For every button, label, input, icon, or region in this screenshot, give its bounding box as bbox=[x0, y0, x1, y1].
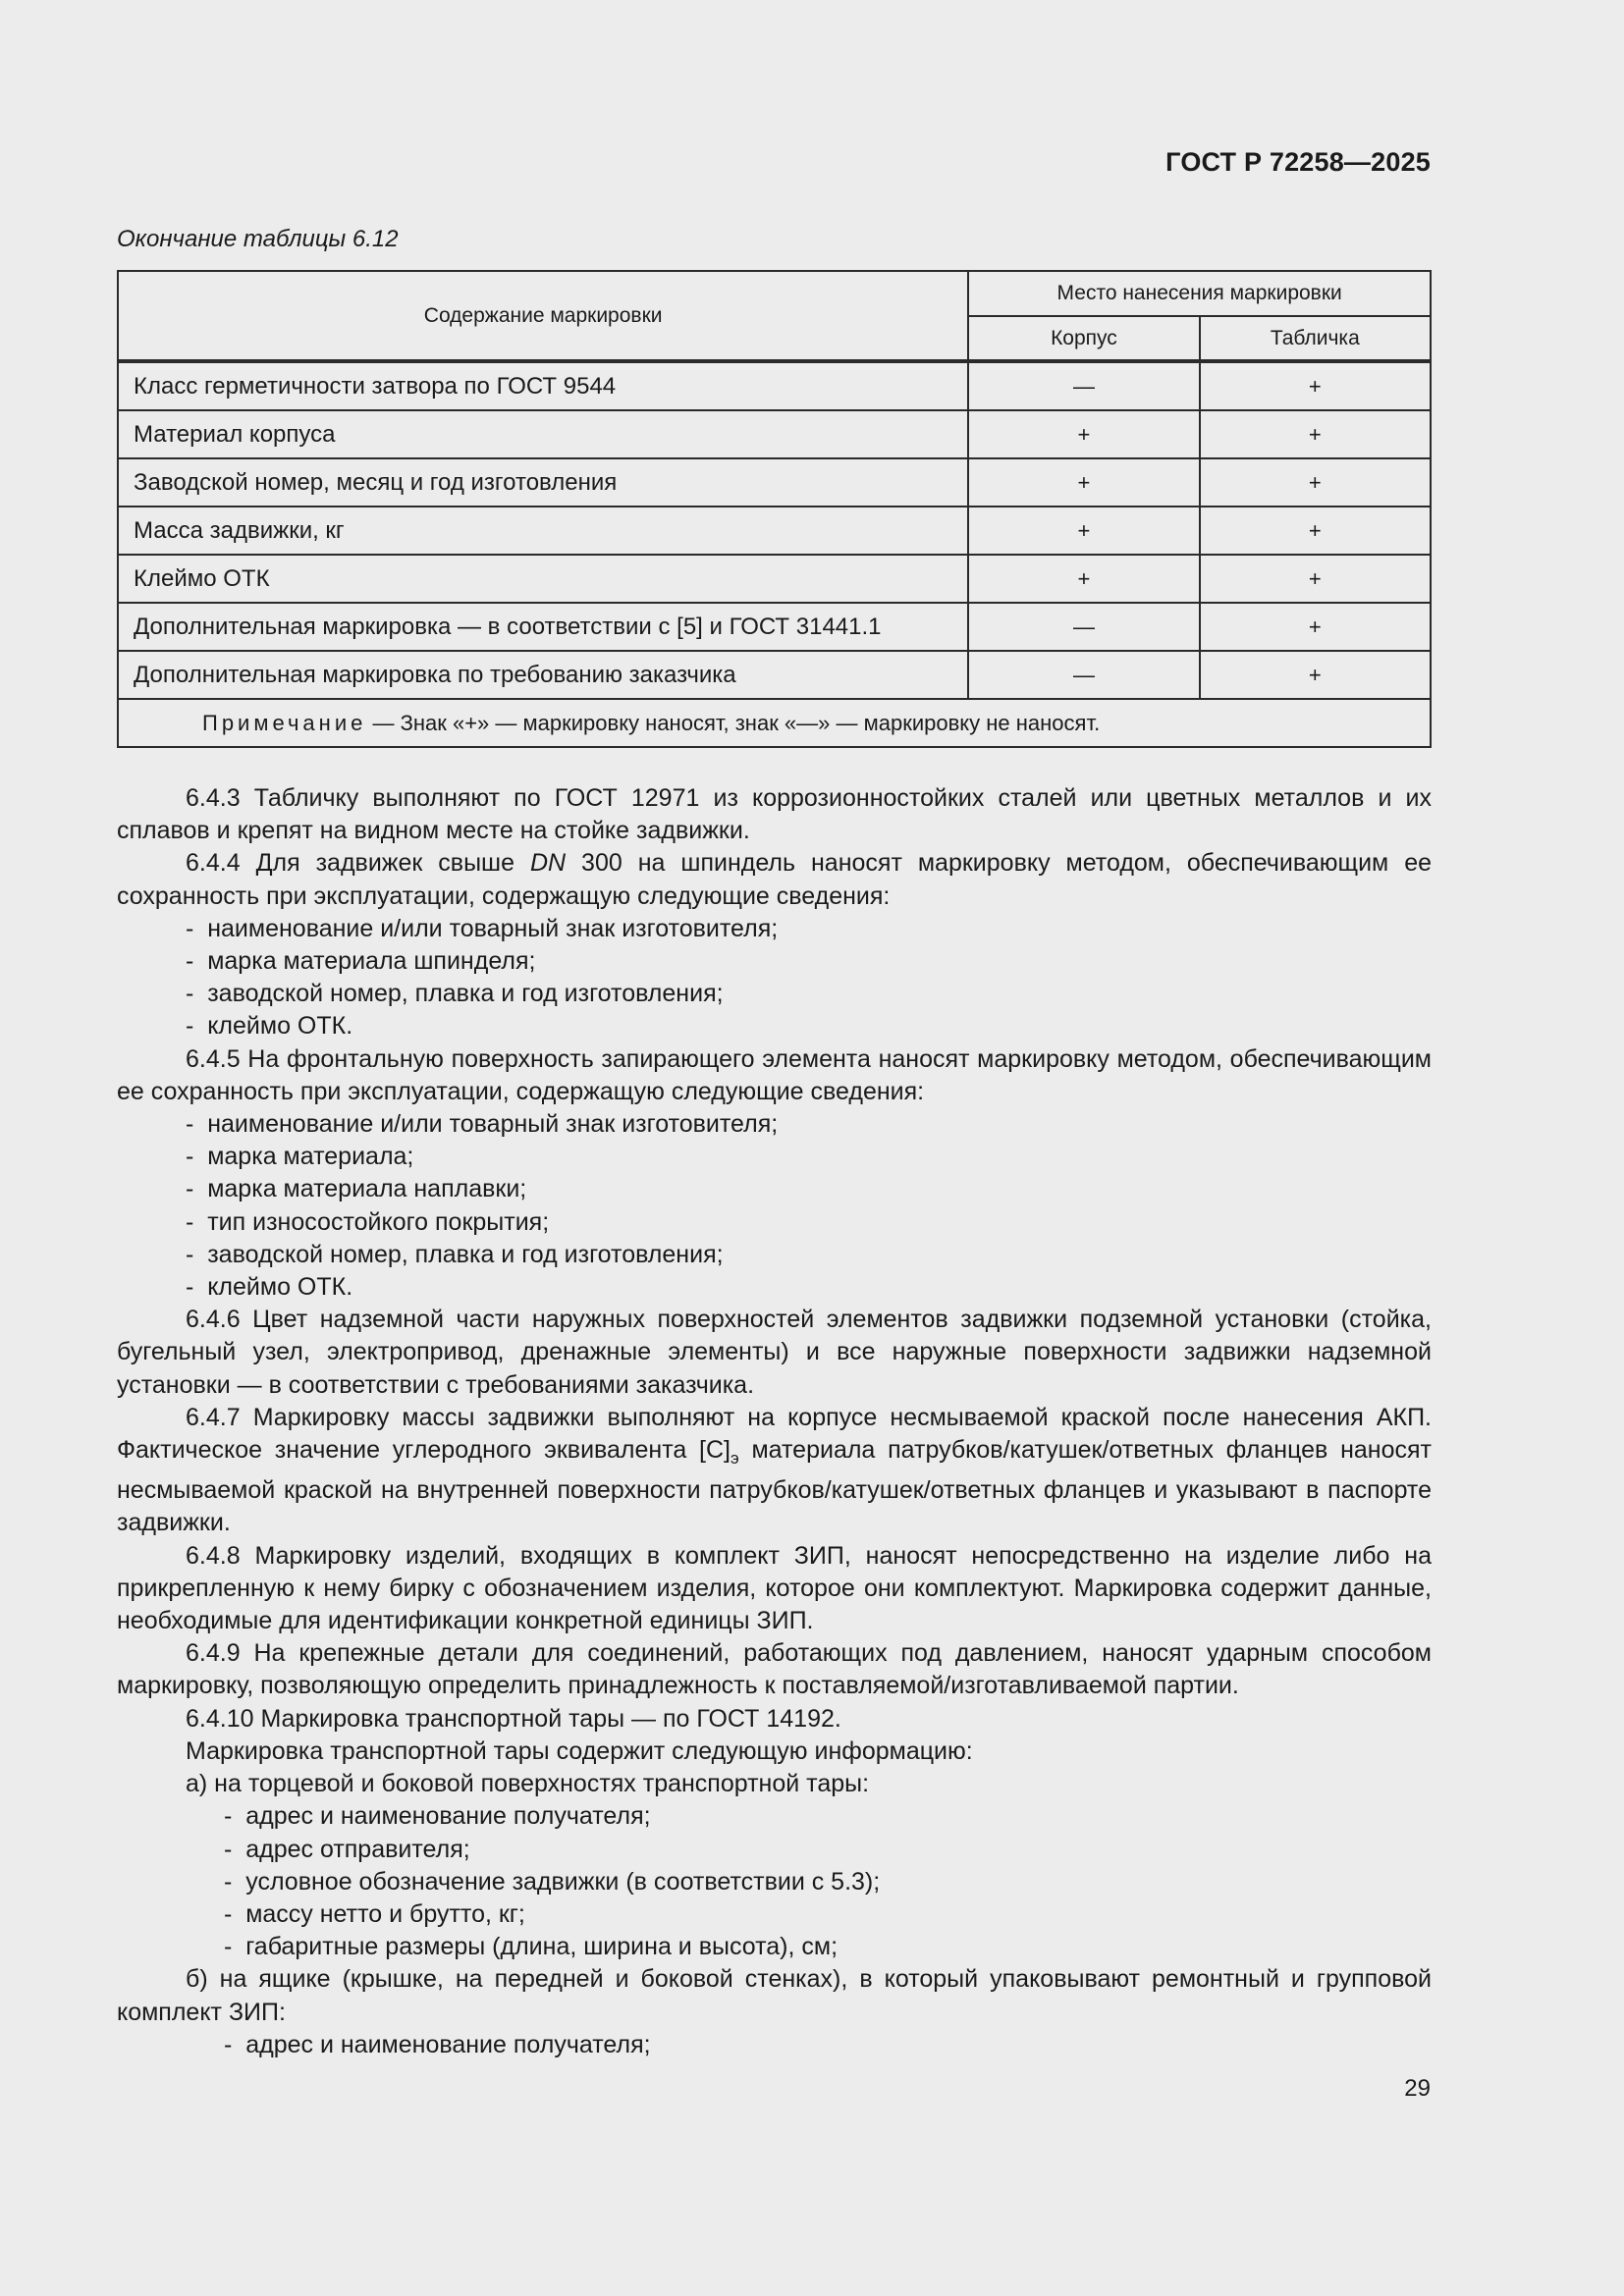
list-item: - габаритные размеры (длина, ширина и высота), см; bbox=[117, 1931, 1432, 1963]
list-item: - марка материала шпинделя; bbox=[117, 945, 1432, 978]
row-plate: + bbox=[1200, 651, 1431, 699]
list-item: - марка материала; bbox=[117, 1141, 1432, 1173]
list-item: - заводской номер, плавка и год изготовления; bbox=[117, 1239, 1432, 1271]
item-b: б) на ящике (крышке, на передней и боковой стенках), в который упаковывают ремонтный и групповой комплект ЗИП: bbox=[117, 1965, 1432, 2026]
row-name: Дополнительная маркировка по требованию заказчика bbox=[118, 651, 968, 699]
row-body: + bbox=[968, 410, 1199, 458]
row-plate: + bbox=[1200, 458, 1431, 507]
table-note-row bbox=[118, 699, 1431, 747]
list-item: - адрес и наименование получателя; bbox=[117, 2029, 1432, 2061]
row-plate: + bbox=[1200, 361, 1431, 410]
table-row bbox=[118, 651, 1431, 699]
row-name: Клеймо ОТК bbox=[118, 555, 968, 603]
row-body: + bbox=[968, 458, 1199, 507]
header-place: Место нанесения маркировки bbox=[968, 271, 1431, 316]
p644-part-b: 300 на шпиндель наносят маркировку методом, обеспечивающим ее сохранность при эксплуатации, содержащую следующие сведения: bbox=[117, 849, 1432, 910]
row-plate: + bbox=[1200, 555, 1431, 603]
table-caption: Окончание таблицы 6.12 bbox=[117, 226, 399, 252]
row-body: + bbox=[968, 507, 1199, 555]
paragraph-6-4-10: 6.4.10 Маркировка транспортной тары — по ГОСТ 14192. bbox=[186, 1704, 841, 1733]
paragraph-6-4-4 bbox=[117, 847, 1432, 912]
header-plate: Табличка bbox=[1200, 316, 1431, 361]
dn-symbol: DN bbox=[529, 849, 567, 878]
paragraph-6-4-9: 6.4.9 На крепежные детали для соединений, работающих под давлением, наносят ударным способом маркировку, позволяющую определить принадлежность к поставляемой/изготавливаемой партии. bbox=[117, 1639, 1432, 1700]
p647-part-a: 6.4.7 Маркировку массы задвижки выполняют на корпусе несмываемой краской после нанесения АКП. Фактическое значение углеродного эквивалента [С] bbox=[117, 1403, 1432, 1465]
row-body: — bbox=[968, 651, 1199, 699]
row-body: — bbox=[968, 603, 1199, 651]
table-note bbox=[118, 699, 1431, 747]
document-code: ГОСТ Р 72258—2025 bbox=[1165, 147, 1431, 177]
table-row bbox=[118, 507, 1431, 555]
row-name: Класс герметичности затвора по ГОСТ 9544 bbox=[118, 361, 968, 410]
body-text bbox=[117, 782, 1432, 2061]
row-body: — bbox=[968, 361, 1199, 410]
row-plate: + bbox=[1200, 410, 1431, 458]
row-name: Масса задвижки, кг bbox=[118, 507, 968, 555]
note-text: — Знак «+» — маркировку наносят, знак «—» — маркировку не наносят. bbox=[366, 710, 1101, 735]
page-number: 29 bbox=[1404, 2075, 1431, 2102]
row-body: + bbox=[968, 555, 1199, 603]
row-name: Материал корпуса bbox=[118, 410, 968, 458]
row-name: Заводской номер, месяц и год изготовления bbox=[118, 458, 968, 507]
list-item: - адрес отправителя; bbox=[117, 1834, 1432, 1866]
p647-part-b: материала патрубков/катушек/ответных фланцев наносят несмываемой краской на внутренней поверхности патрубков/катушек/ответных фланцев и указывают в паспорте задвижки. bbox=[117, 1436, 1432, 1537]
table-row bbox=[118, 555, 1431, 603]
list-item: - условное обозначение задвижки (в соответствии с 5.3); bbox=[117, 1866, 1432, 1898]
list-item: - клеймо ОТК. bbox=[117, 1271, 1432, 1304]
paragraph-6-4-8: 6.4.8 Маркировку изделий, входящих в комплект ЗИП, наносят непосредственно на изделие либо на прикрепленную к нему бирку с обозначением изделия, которое они комплектуют. Маркировка содержит данные, необходимые для идентификации конкретной единицы ЗИП. bbox=[117, 1541, 1432, 1635]
note-label: Примечание bbox=[202, 710, 367, 735]
list-item: - массу нетто и брутто, кг; bbox=[117, 1898, 1432, 1931]
row-plate: + bbox=[1200, 507, 1431, 555]
paragraph-intro: Маркировка транспортной тары содержит следующую информацию: bbox=[186, 1736, 973, 1765]
carbon-subscript: э bbox=[731, 1449, 739, 1468]
paragraph-6-4-7 bbox=[117, 1402, 1432, 1540]
list-item: - наименование и/или товарный знак изготовителя; bbox=[117, 913, 1432, 945]
list-item: - заводской номер, плавка и год изготовления; bbox=[117, 978, 1432, 1010]
table-row bbox=[118, 410, 1431, 458]
table-row bbox=[118, 361, 1431, 410]
marking-table bbox=[117, 270, 1432, 748]
item-a: а) на торцевой и боковой поверхностях транспортной тары: bbox=[186, 1770, 870, 1798]
list-item: - наименование и/или товарный знак изготовителя; bbox=[117, 1108, 1432, 1141]
row-name: Дополнительная маркировка — в соответствии с [5] и ГОСТ 31441.1 bbox=[118, 603, 968, 651]
header-content: Содержание маркировки bbox=[118, 271, 968, 361]
list-item: - марка материала наплавки; bbox=[117, 1173, 1432, 1205]
table-row bbox=[118, 603, 1431, 651]
list-item: - адрес и наименование получателя; bbox=[117, 1800, 1432, 1833]
row-plate: + bbox=[1200, 603, 1431, 651]
list-item: - клеймо ОТК. bbox=[117, 1010, 1432, 1042]
header-body: Корпус bbox=[968, 316, 1199, 361]
list-item: - тип износостойкого покрытия; bbox=[117, 1206, 1432, 1239]
paragraph-6-4-3: 6.4.3 Табличку выполняют по ГОСТ 12971 из коррозионностойких сталей или цветных металлов и их сплавов и крепят на видном месте на стойке задвижки. bbox=[117, 784, 1432, 845]
paragraph-6-4-5: 6.4.5 На фронтальную поверхность запирающего элемента наносят маркировку методом, обеспечивающим ее сохранность при эксплуатации, содержащую следующие сведения: bbox=[117, 1044, 1432, 1105]
p644-part-a: 6.4.4 Для задвижек свыше bbox=[186, 849, 530, 878]
table-row bbox=[118, 458, 1431, 507]
paragraph-6-4-6: 6.4.6 Цвет надземной части наружных поверхностей элементов задвижки подземной установки (стойка, бугельный узел, электропривод, дренажные элементы) и все наружные поверхности задвижки надземной установки — в соответствии с требованиями заказчика. bbox=[117, 1306, 1432, 1399]
